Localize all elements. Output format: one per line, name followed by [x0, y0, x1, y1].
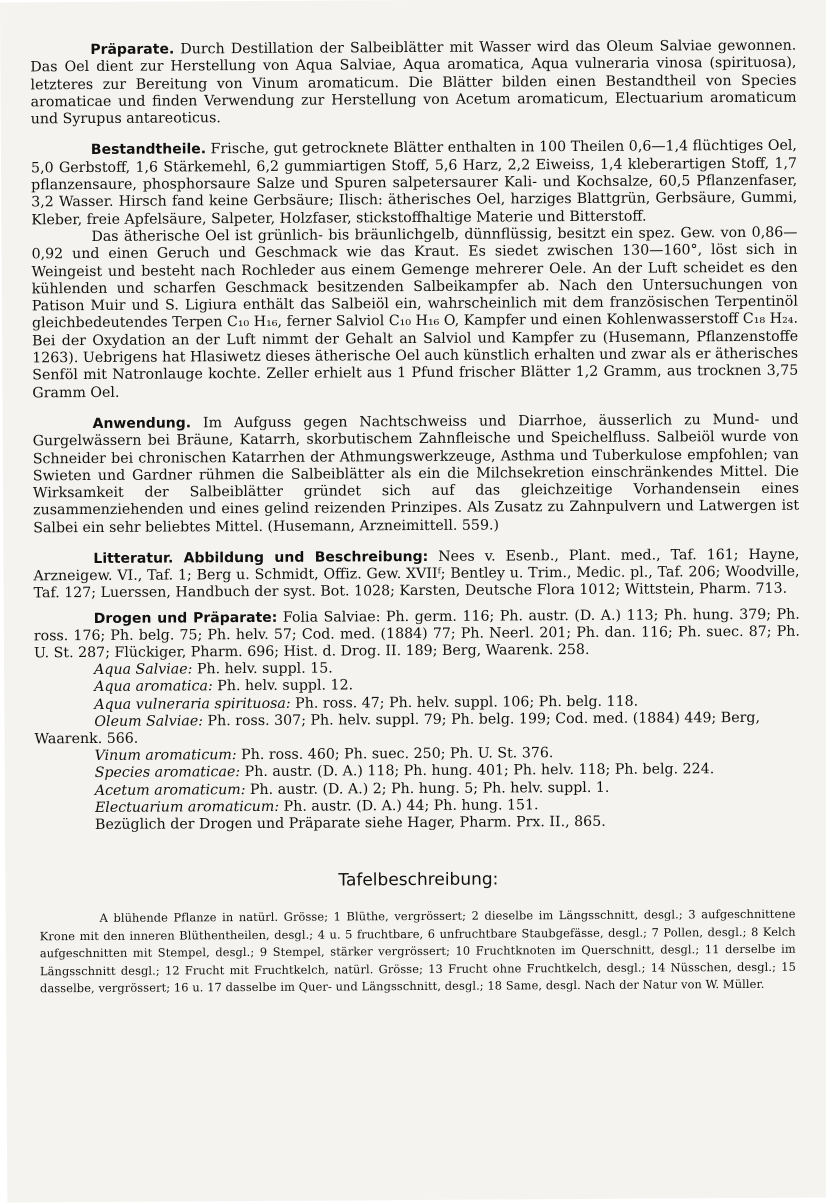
bestandtheile-text-2: Das ätherische Oel ist grünlich- bis bräunlichgelb, dünnflüssig, besitzt ein spez. Gew. von 0,86—0,92 und einen Geruch und Geschmack wie das Kraut. Es siedet zwischen 130—160°, löst sich in Weingeist und besteht nach Rochleder aus einem Gemenge mehrerer Oele. An der Luft scheidet es den kühlenden und scharfen Geschmack besitzenden Salbeikampfer ab. Nach den Untersuchungen von Patison Muir und S. Ligiura enthält das Salbeiöl ein, wahrscheinlich mit dem französischen Terpentinöl gleichbedeutendes Terpen C₁₀ H₁₆, ferner Salviol C₁₀ H₁₆ O, Kampfer und einen Kohlenwasserstoff C₁₈ H₂₄. Bei der Oxydation an der Luft nimmt der Gehalt an Salviol und Kampfer zu (Husemann, Pflanzenstoffe 1263). Uebrigens hat Hlasiwetz dieses ätherische Oel auch künstlich erhalten und zwar als er ätherisches Senföl mit Natronlauge kochte. Zeller erhielt aus 1 Pfund frischer Blätter 1,2 Gramm, aus trocknen 3,75 Gramm Oel.	[31, 224, 799, 401]
drogen-item-refs: Ph. austr. (D. A.) 44; Ph. hung. 151.	[283, 797, 539, 815]
tafel-description: A blühende Pflanze in natürl. Grösse; 1 Blüthe, vergrössert; 2 dieselbe im Längsschnitt, desgl.; 3 aufgeschnittene Krone mit den inneren Blüthentheilen, desgl.; 4 u. 5 fruchtbare, 6 unfruchtbare Staubgefässe, desgl.; 7 Pollen, desgl.; 8 Kelch aufgeschnitten mit Stempel, desgl.; 9 Stempel, stärker vergrössert; 10 Fruchtknoten im Querschnitt, desgl.; 11 derselbe im Längsschnitt desgl.; 12 Frucht mit Fruchtkelch, natürl. Grösse; 13 Frucht ohne Fruchtkelch, desgl.; 14 Nüsschen, desgl.; 15 dasselbe, vergrössert; 16 u. 17 dasselbe im Quer- und Längsschnitt, desgl.; 18 Same, desgl. Nach der Natur von W. Müller.	[39, 906, 796, 996]
drogen-item-refs: Ph. helv. suppl. 12.	[217, 677, 354, 695]
drogen-item-name: Species aromaticae:	[94, 764, 241, 782]
drogen-item-refs: Ph. austr. (D. A.) 2; Ph. hung. 5; Ph. helv. suppl. 1.	[249, 779, 610, 798]
drogen-item-refs: Ph. ross. 307; Ph. helv. suppl. 79; Ph. belg. 199; Cod. med. (1884) 449; Berg, Waarenk. 566.	[34, 709, 761, 748]
litteratur-text: Nees v. Esenb., Plant. med., Taf. 161; Hayne, Arzneigew. VI., Taf. 1; Berg u. Schmidt, Offiz. Gew. XVIIᶠ; Bentley u. Trim., Medic. pl., Taf. 206; Woodville, Taf. 127; Luerssen, Handbuch der syst. Bot. 1028; Karsten, Deutsche Flora 1012; Wittstein, Pharm. 713.	[33, 546, 800, 602]
heading-drogen: Drogen und Präparate:	[93, 609, 278, 627]
heading-litteratur: Litteratur. Abbildung und Beschreibung:	[93, 548, 429, 567]
bestandtheile-text-1: Frische, gut getrocknete Blätter enthalten in 100 Theilen 0,6—1,4 flüchtiges Oel, 5,0 Gerbstoff, 1,6 Stärkemehl, 6,2 gummiartigen Stoff, 5,6 Harz, 2,2 Eiweiss, 1,4 kleberartigen Stoff, 1,7 pflanzensaure, phosphorsaure Salze und Spuren salpetersaurer Kali- und Kochsalze, 60,5 Pflanzenfaser, 3,2 Wasser. Hirsch fand keine Gerbsäure; Ilisch: ätherisches Oel, harziges Blattgrün, Gerbsäure, Gummi, Kleber, freie Apfelsäure, Salpeter, Holzfaser, stickstoffhaltige Materie und Bitterstoff.	[30, 138, 798, 229]
drogen-list	[34, 658, 801, 835]
drogen-item-name: Vinum aromaticum:	[94, 747, 237, 765]
drogen-item	[34, 709, 800, 748]
section-anwendung	[33, 412, 800, 538]
tafel-title: Tafelbeschreibung:	[338, 869, 499, 891]
heading-bestandtheile: Bestandtheile.	[90, 141, 207, 159]
heading-anwendung: Anwendung.	[92, 415, 192, 432]
drogen-item-name: Aqua Salviae:	[94, 661, 193, 679]
drogen-item-name: Aqua vulneraria spirituosa:	[94, 695, 291, 713]
section-litteratur	[33, 547, 799, 603]
section-praeparate	[30, 38, 797, 129]
drogen-item-refs: Ph. ross. 460; Ph. suec. 250; Ph. U. St. 376.	[241, 745, 554, 764]
section-bestandtheile-oel	[31, 225, 798, 403]
drogen-main-text: Folia Salviae: Ph. germ. 116; Ph. austr. (D. A.) 113; Ph. hung. 379; Ph. ross. 176; Ph. belg. 75; Ph. helv. 57; Cod. med. (1884) 77; Ph. Neerl. 201; Ph. dan. 116; Ph. suec. 87; Ph. U. St. 287; Flückiger, Pharm. 696; Hist. d. Drog. II. 189; Berg, Waarenk. 258.	[33, 606, 800, 662]
drogen-footer: Bezüglich der Drogen und Präparate siehe Hager, Pharm. Prx. II., 865.	[94, 813, 606, 834]
drogen-item-name: Electuarium aromaticum:	[94, 798, 280, 816]
drogen-item-name: Oleum Salviae:	[94, 713, 204, 730]
section-drogen	[34, 606, 800, 662]
praeparate-text: Durch Destillation der Salbeiblätter mit Wasser wird das Oleum Salviae gewonnen. Das Oel dient zur Herstellung von Aqua Salviae, Aqua aromatica, Aqua vulneraria vinosa (spirituosa), letzteres zur Bereitung von Vinum aromaticum. Die Blätter bilden einen Bestandtheil von Species aromaticae und finden Verwendung zur Herstellung von Acetum aromaticum, Electuarium aromaticum und Syrupus antareoticus.	[30, 37, 797, 128]
drogen-item-refs: Ph. austr. (D. A.) 118; Ph. hung. 401; Ph. helv. 118; Ph. belg. 224.	[244, 761, 715, 781]
drogen-item-refs: Ph. ross. 47; Ph. helv. suppl. 106; Ph. belg. 118.	[295, 693, 639, 712]
section-bestandtheile	[31, 138, 798, 229]
heading-praeparate: Präparate.	[90, 41, 175, 58]
drogen-item-name: Acetum aromaticum:	[94, 781, 246, 799]
drogen-item-refs: Ph. helv. suppl. 15.	[196, 660, 333, 678]
anwendung-text: Im Aufguss gegen Nachtschweiss und Diarrhoe, äusserlich zu Mund- und Gurgelwässern bei Bräune, Katarrh, skorbutischem Zahnfleische und Speichelfluss. Salbeiöl wurde von Schneider bei chronischen Katarrhen der Athmungswerkzeuge, Asthma und Tuberkulose empfohlen; van Swieten und Gardner rühmen die Salbeiblätter als ein die Milchsekretion einschränkendes Mittel. Die Wirksamkeit der Salbeiblätter gründet sich auf das gleichzeitige Vorhandensein eines zusammenziehenden und eines gelind reizenden Prinzipes. Als Zusatz zu Zahnpulvern und Latwergen ist Salbei ein sehr beliebtes Mittel. (Husemann, Arzneimittell. 559.)	[32, 411, 800, 537]
drogen-item-name: Aqua aromatica:	[94, 678, 213, 696]
